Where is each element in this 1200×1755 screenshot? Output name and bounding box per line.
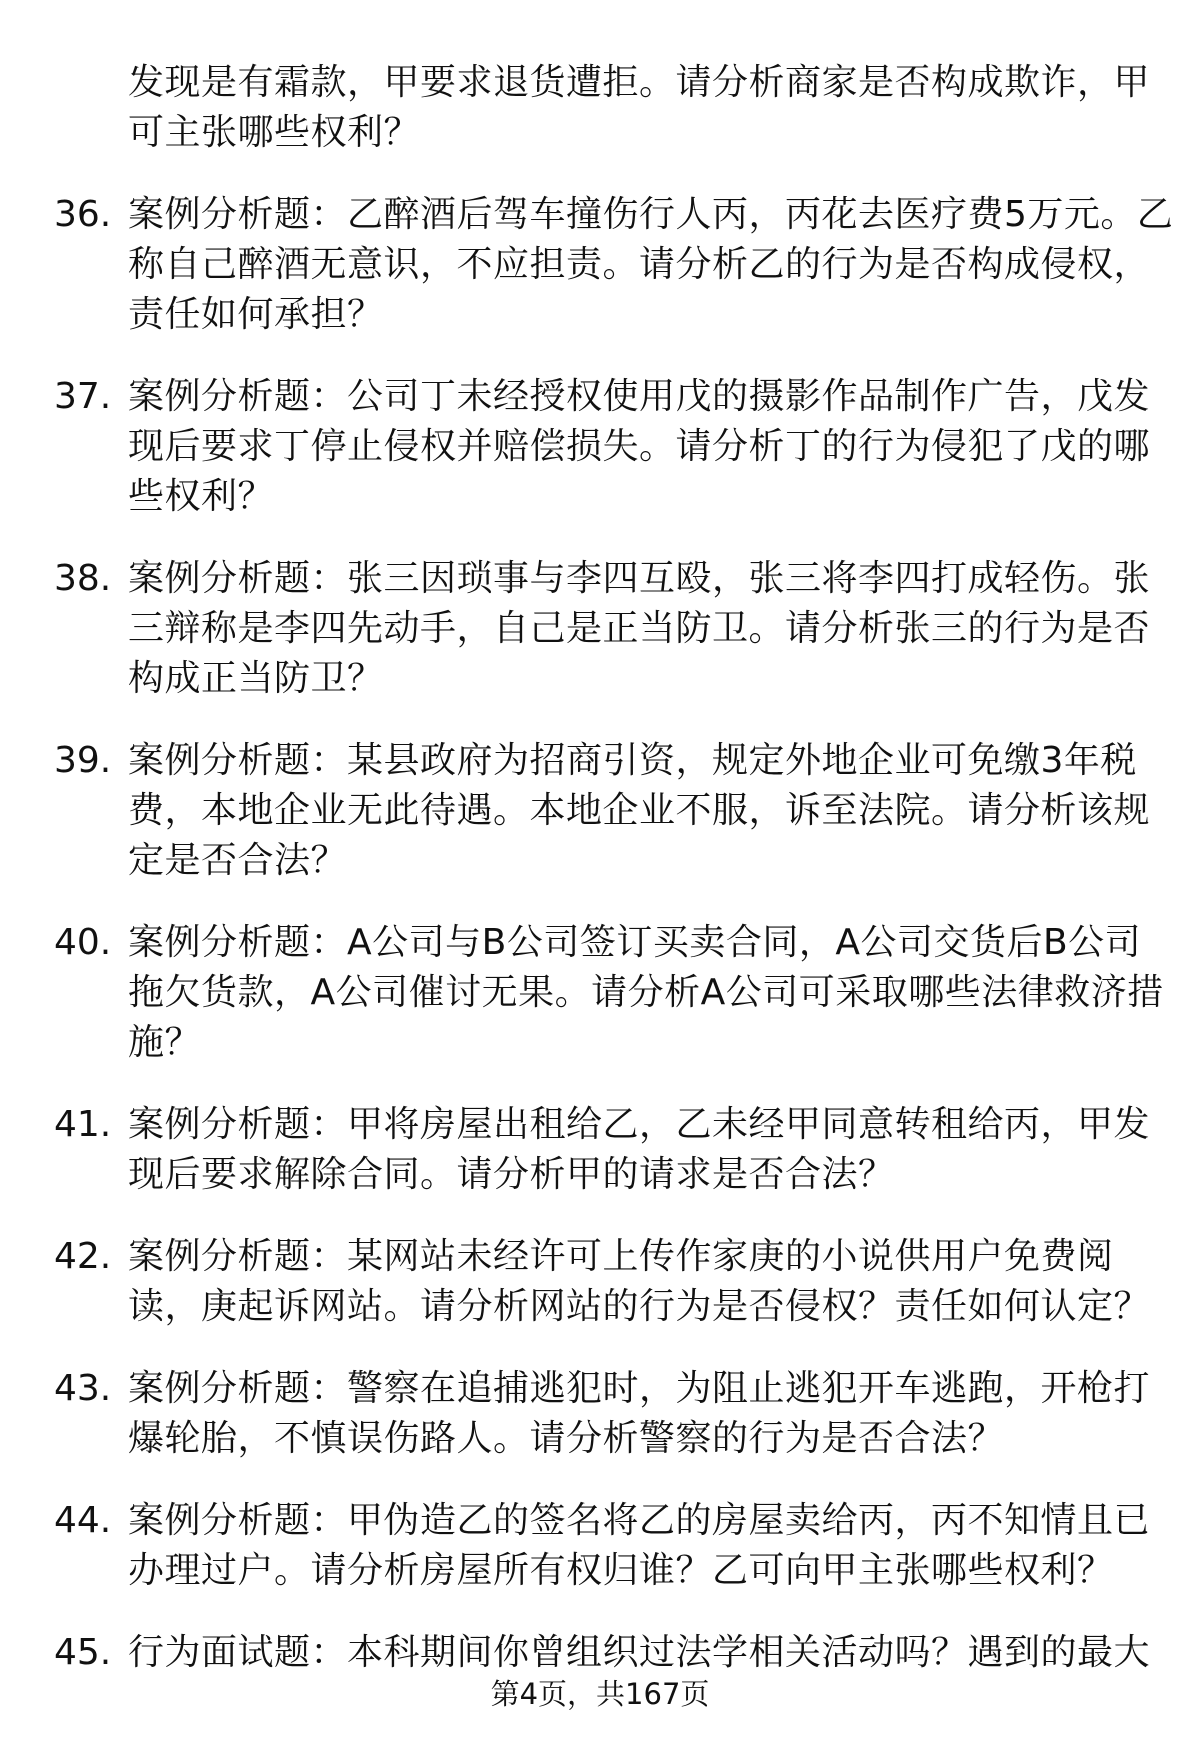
question-item: [0, 1628, 1200, 1678]
question-number: 40.: [54, 922, 112, 963]
question-item: [0, 554, 1200, 704]
question-item: [0, 372, 1200, 522]
question-text-line: 行为面试题：本科期间你曾组织过法学相关活动吗？遇到的最大: [128, 1632, 1151, 1673]
question-number: 39.: [54, 740, 112, 781]
question-number: 38.: [54, 558, 112, 599]
question-text-line: 案例分析题：A公司与B公司签订买卖合同，A公司交货后B公司: [128, 922, 1142, 963]
question-text-line: 案例分析题：公司丁未经授权使用戊的摄影作品制作广告，戊发: [128, 376, 1151, 417]
question-number: 41.: [54, 1104, 112, 1145]
question-number: 44.: [54, 1500, 112, 1541]
question-text-line: 责任如何承担？: [128, 294, 384, 335]
question-text-line: 现后要求解除合同。请分析甲的请求是否合法？: [128, 1154, 895, 1195]
question-item: [0, 1364, 1200, 1464]
question-text-line: 读，庚起诉网站。请分析网站的行为是否侵权？责任如何认定？: [128, 1286, 1151, 1327]
question-text-line: 称自己醉酒无意识，不应担责。请分析乙的行为是否构成侵权，: [128, 244, 1151, 285]
question-text-line: 办理过户。请分析房屋所有权归谁？乙可向甲主张哪些权利？: [128, 1550, 1114, 1591]
question-item: [0, 1496, 1200, 1596]
question-text-line: 爆轮胎，不慎误伤路人。请分析警察的行为是否合法？: [128, 1418, 1005, 1459]
question-text-line: 案例分析题：甲伪造乙的签名将乙的房屋卖给丙，丙不知情且已: [128, 1500, 1151, 1541]
page-number: 第4页，共167页: [490, 1677, 710, 1711]
question-text-line: 案例分析题：乙醉酒后驾车撞伤行人丙，丙花去医疗费5万元。乙: [128, 194, 1174, 235]
question-text-line: 定是否合法？: [128, 840, 348, 881]
question-text-line: 案例分析题：张三因琐事与李四互殴，张三将李四打成轻伤。张: [128, 558, 1151, 599]
question-number: 42.: [54, 1236, 112, 1277]
question-text-line: 施？: [128, 1022, 202, 1063]
question-text-line: 三辩称是李四先动手，自己是正当防卫。请分析张三的行为是否: [128, 608, 1151, 649]
question-number: 36.: [54, 194, 112, 235]
question-text-line: 案例分析题：某网站未经许可上传作家庚的小说供用户免费阅: [128, 1236, 1114, 1277]
continued-question: [0, 58, 1200, 158]
question-text-line: 案例分析题：警察在追捕逃犯时，为阻止逃犯开车逃跑，开枪打: [128, 1368, 1151, 1409]
question-text-line: 些权利？: [128, 476, 275, 517]
document-body: [0, 58, 1200, 1710]
question-item: [0, 190, 1200, 340]
question-number: 43.: [54, 1368, 112, 1409]
question-number: 37.: [54, 376, 112, 417]
question-text-line: 发现是有霜款，甲要求退货遭拒。请分析商家是否构成欺诈，甲: [128, 62, 1151, 103]
question-text-line: 费，本地企业无此待遇。本地企业不服，诉至法院。请分析该规: [128, 790, 1151, 831]
question-item: [0, 1232, 1200, 1332]
question-text-line: 案例分析题：甲将房屋出租给乙，乙未经甲同意转租给丙，甲发: [128, 1104, 1151, 1145]
question-text-line: 构成正当防卫？: [128, 658, 384, 699]
question-text-line: 案例分析题：某县政府为招商引资，规定外地企业可免缴3年税: [128, 740, 1137, 781]
question-number: 45.: [54, 1632, 112, 1673]
question-item: [0, 918, 1200, 1068]
question-item: [0, 736, 1200, 886]
question-item: [0, 1100, 1200, 1200]
question-text-line: 可主张哪些权利？: [128, 112, 421, 153]
question-text-line: 拖欠货款，A公司催讨无果。请分析A公司可采取哪些法律救济措: [128, 972, 1164, 1013]
question-text-line: 现后要求丁停止侵权并赔偿损失。请分析丁的行为侵犯了戊的哪: [128, 426, 1151, 467]
